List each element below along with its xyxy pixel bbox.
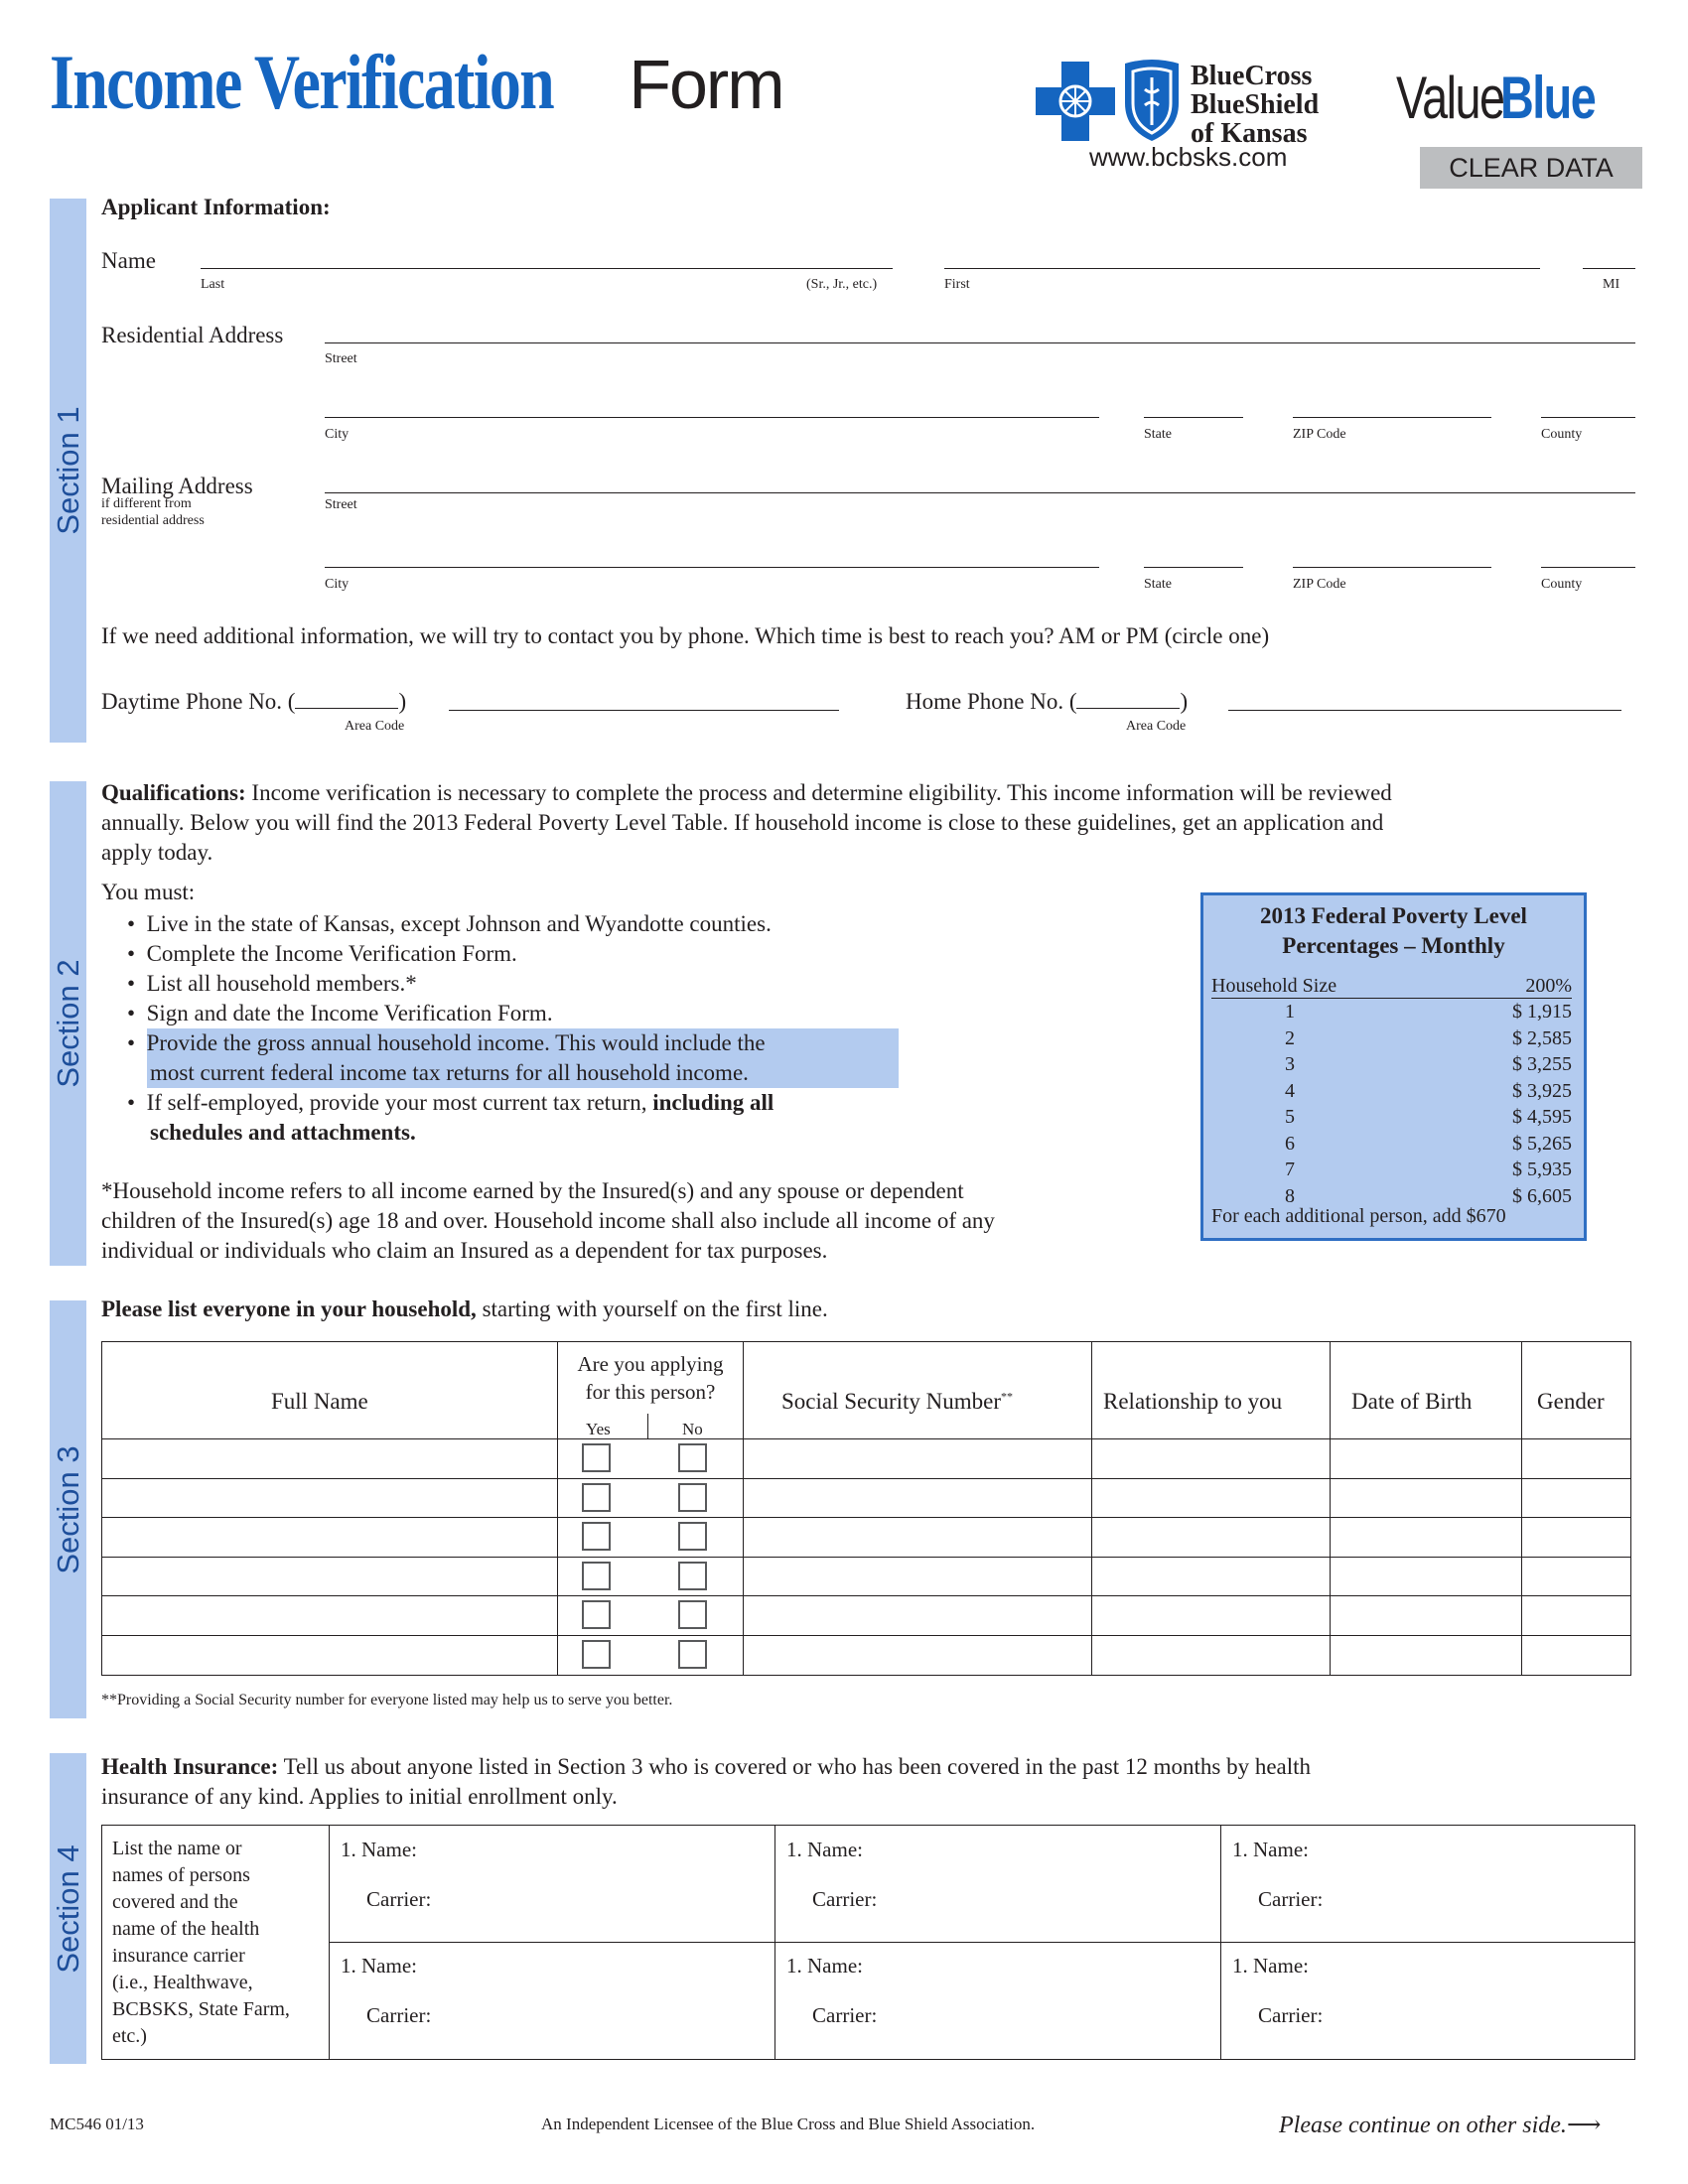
gender-cell[interactable]	[1521, 1595, 1630, 1634]
col-relationship: Relationship to you	[1103, 1389, 1283, 1414]
section-2-label: Section 2	[50, 959, 85, 1088]
insurance-instructions	[112, 1836, 290, 2050]
instr-line: covered and the	[112, 1891, 238, 1913]
fpl-amount: $ 2,585	[1512, 1026, 1572, 1049]
logo-line-kansas: of Kansas	[1191, 118, 1308, 149]
bullet-text-2: Complete the Income Verification Form.	[146, 941, 517, 966]
bullet-text-3: List all household members.*	[146, 971, 417, 996]
residential-city-field[interactable]	[325, 417, 1099, 418]
section-3-label: Section 3	[50, 1444, 85, 1574]
full-name-cell[interactable]	[102, 1635, 557, 1674]
instr-line: (i.e., Healthwave,	[112, 1972, 253, 1993]
applying-yes-checkbox[interactable]	[582, 1562, 611, 1590]
gender-cell[interactable]	[1521, 1635, 1630, 1674]
list-item: • If self-employed, provide your most current tax return, including all	[127, 1090, 774, 1115]
ssn-cell[interactable]	[743, 1557, 1091, 1595]
logo-line-blueshield: BlueShield	[1191, 89, 1320, 120]
mailing-zip-field[interactable]	[1293, 567, 1491, 568]
applying-yes-checkbox[interactable]	[582, 1522, 611, 1551]
list-item: • Sign and date the Income Verification Form.	[127, 1001, 553, 1025]
mailing-county-field[interactable]	[1541, 567, 1635, 568]
form-code: MC546 01/13	[50, 2115, 144, 2133]
gender-cell[interactable]	[1521, 1478, 1630, 1517]
relationship-cell[interactable]	[1091, 1635, 1330, 1674]
daytime-phone-label	[101, 689, 406, 715]
fpl-col-size: Household Size	[1211, 975, 1337, 997]
form-title	[50, 38, 783, 127]
full-name-cell[interactable]	[102, 1438, 557, 1477]
applying-yes-checkbox[interactable]	[582, 1443, 611, 1472]
residential-zip-field[interactable]	[1293, 417, 1491, 418]
full-name-cell[interactable]	[102, 1595, 557, 1634]
ssn-cell[interactable]	[743, 1438, 1091, 1477]
insurance-entry[interactable]	[1220, 1942, 1666, 2058]
bullet-text-4: Sign and date the Income Verification Form.	[146, 1001, 553, 1025]
home-area-code-field[interactable]	[1076, 695, 1180, 709]
fpl-size: 2	[1285, 1026, 1295, 1049]
mi-caption: MI	[1603, 277, 1620, 292]
full-name-cell[interactable]	[102, 1478, 557, 1517]
name-label: Name	[101, 248, 156, 273]
contact-time-text: If we need additional information, we will try to contact you by phone. Which time is best to reach you? AM or PM (circle one)	[101, 623, 1270, 648]
insured-name-label: 1. Name:	[1232, 1954, 1309, 1978]
last-name-field[interactable]	[201, 268, 893, 269]
fpl-row	[1211, 1133, 1572, 1159]
health-insurance-heading: Health Insurance:	[101, 1754, 279, 1779]
valueblue-blue: Blue	[1500, 65, 1596, 131]
col-dob: Date of Birth	[1351, 1389, 1473, 1414]
fpl-header-row	[1211, 975, 1572, 999]
col-no: No	[682, 1420, 703, 1438]
form-title-normal: Form	[629, 46, 783, 123]
bullet-text-6b: schedules and attachments.	[150, 1120, 416, 1145]
residential-city-caption: City	[325, 427, 350, 442]
fpl-size: 1	[1285, 1001, 1295, 1023]
gender-cell[interactable]	[1521, 1438, 1630, 1477]
fpl-size: 3	[1285, 1053, 1295, 1075]
mailing-address-label: Mailing Address	[101, 474, 253, 498]
first-caption: First	[944, 277, 970, 292]
fpl-row	[1211, 1159, 1572, 1184]
ssn-cell[interactable]	[743, 1517, 1091, 1556]
suffix-caption: (Sr., Jr., etc.)	[806, 277, 878, 292]
logo-line-bluecross: BlueCross	[1191, 61, 1313, 91]
mailing-state-caption: State	[1144, 577, 1172, 592]
valueblue-logo	[1396, 64, 1621, 133]
applying-no-checkbox[interactable]	[678, 1600, 707, 1629]
applicant-info-heading: Applicant Information:	[101, 195, 331, 219]
continue-text	[1279, 2111, 1601, 2139]
fpl-size: 8	[1285, 1184, 1295, 1207]
daytime-close-paren: )	[398, 689, 407, 714]
daytime-phone-field[interactable]	[449, 710, 839, 711]
daytime-area-code-field[interactable]	[295, 695, 398, 709]
insurance-entry[interactable]	[329, 1826, 774, 1942]
fpl-size: 4	[1285, 1079, 1295, 1102]
gender-cell[interactable]	[1521, 1517, 1630, 1556]
dob-cell[interactable]	[1330, 1635, 1521, 1674]
mailing-street-field[interactable]	[325, 492, 1635, 493]
mailing-city-field[interactable]	[325, 567, 1099, 568]
carrier-label: Carrier:	[812, 2003, 878, 2027]
carrier-label: Carrier:	[366, 1887, 432, 1911]
bullet-text-6a: If self-employed, provide your most current tax return,	[146, 1090, 653, 1115]
insurance-entry[interactable]	[329, 1942, 774, 2058]
fpl-amount: $ 4,595	[1512, 1106, 1572, 1128]
fpl-size: 7	[1285, 1159, 1295, 1180]
ssn-footnote: **Providing a Social Security number for everyone listed may help us to serve you better.	[101, 1692, 673, 1708]
col-ssn	[781, 1389, 1013, 1415]
fpl-row	[1211, 1027, 1572, 1053]
fpl-additional: For each additional person, add $670	[1211, 1205, 1506, 1227]
full-name-cell[interactable]	[102, 1517, 557, 1556]
mailing-county-caption: County	[1541, 577, 1583, 592]
section-1-tab	[50, 199, 86, 743]
insured-name-label: 1. Name:	[786, 1954, 863, 1978]
relationship-cell[interactable]	[1091, 1595, 1330, 1634]
dob-cell[interactable]	[1330, 1438, 1521, 1477]
instr-line: etc.)	[112, 2025, 147, 2047]
dob-cell[interactable]	[1330, 1478, 1521, 1517]
carrier-label: Carrier:	[1258, 1887, 1324, 1911]
residential-zip-caption: ZIP Code	[1293, 427, 1346, 442]
fpl-col-pct: 200%	[1525, 975, 1572, 997]
fpl-title-1: 2013 Federal Poverty Level	[1260, 903, 1527, 928]
ssn-cell[interactable]	[743, 1595, 1091, 1634]
instr-line: name of the health	[112, 1918, 260, 1940]
relationship-cell[interactable]	[1091, 1517, 1330, 1556]
dob-cell[interactable]	[1330, 1517, 1521, 1556]
instr-line: List the name or	[112, 1838, 242, 1859]
household-intro	[101, 1297, 828, 1322]
fpl-amount: $ 3,925	[1512, 1079, 1572, 1102]
list-item: • List all household members.*	[127, 971, 417, 996]
list-item: • Complete the Income Verification Form.	[127, 941, 517, 966]
section-4-tab	[50, 1753, 86, 2064]
insurance-entry[interactable]	[1220, 1826, 1666, 1942]
fpl-size: 6	[1285, 1132, 1295, 1155]
full-name-cell[interactable]	[102, 1557, 557, 1595]
gender-cell[interactable]	[1521, 1557, 1630, 1595]
mailing-city-caption: City	[325, 577, 350, 592]
insured-name-label: 1. Name:	[786, 1838, 863, 1861]
ssn-cell[interactable]	[743, 1635, 1091, 1674]
carrier-label: Carrier:	[812, 1887, 878, 1911]
licensee-text: An Independent Licensee of the Blue Cross and Blue Shield Association.	[541, 2115, 1036, 2133]
insurance-entry[interactable]	[774, 1826, 1220, 1942]
applying-no-checkbox[interactable]	[678, 1562, 707, 1590]
blue-cross-icon	[1036, 62, 1115, 141]
bullet-text-5a: Provide the gross annual household income. This would include the	[146, 1030, 766, 1055]
household-intro-bold: Please list everyone in your household,	[101, 1297, 477, 1321]
applying-yes-checkbox[interactable]	[582, 1640, 611, 1669]
footnote-line-2: children of the Insured(s) age 18 and over. Household income shall also include all income of any	[101, 1208, 995, 1233]
residential-county-field[interactable]	[1541, 417, 1635, 418]
col-applying-1: Are you applying	[577, 1352, 724, 1376]
daytime-phone-text: Daytime Phone No. (	[101, 689, 296, 714]
fpl-title-2: Percentages – Monthly	[1282, 933, 1505, 958]
mi-field[interactable]	[1583, 268, 1635, 269]
bullet-text-1: Live in the state of Kansas, except Johnson and Wyandotte counties.	[146, 911, 772, 936]
insurance-table	[101, 1825, 1635, 2060]
fpl-row	[1211, 1053, 1572, 1079]
col-ssn-text: Social Security Number	[781, 1389, 1002, 1414]
applying-no-checkbox[interactable]	[678, 1522, 707, 1551]
continue-label: Please continue on other side.	[1279, 2113, 1567, 2138]
mailing-zip-caption: ZIP Code	[1293, 577, 1346, 592]
bullet-text-5b: most current federal income tax returns for all household income.	[150, 1060, 749, 1085]
household-table	[101, 1341, 1631, 1676]
fpl-row	[1211, 1080, 1572, 1106]
home-phone-field[interactable]	[1228, 710, 1621, 711]
blue-shield-icon	[1121, 60, 1183, 143]
qual-line-1: Income verification is necessary to complete the process and determine eligibility. This income information will be reviewed	[251, 780, 1392, 805]
applying-no-checkbox[interactable]	[678, 1443, 707, 1472]
fpl-amount: $ 5,935	[1512, 1159, 1572, 1180]
household-income-footnote	[101, 1176, 995, 1266]
instr-line: BCBSKS, State Farm,	[112, 1998, 290, 2020]
last-caption: Last	[201, 277, 225, 292]
list-item-highlighted: • Provide the gross annual household income. This would include the most current federal income tax returns for all household income.	[127, 1028, 774, 1088]
fpl-amount: $ 5,265	[1512, 1132, 1572, 1155]
relationship-cell[interactable]	[1091, 1478, 1330, 1517]
carrier-label: Carrier:	[1258, 2003, 1324, 2027]
applying-yes-checkbox[interactable]	[582, 1483, 611, 1512]
applying-no-checkbox[interactable]	[678, 1640, 707, 1669]
household-intro-text: starting with yourself on the first line.	[476, 1297, 828, 1321]
form-title-bold: Income Verification	[50, 39, 554, 125]
home-area-code-caption: Area Code	[1126, 719, 1187, 734]
ssn-cell[interactable]	[743, 1478, 1091, 1517]
instr-line: names of persons	[112, 1864, 250, 1886]
requirements-list	[127, 909, 774, 1148]
section-4-label: Section 4	[50, 1843, 85, 1974]
qual-line-3: apply today.	[101, 840, 213, 865]
list-item: • Live in the state of Kansas, except Johnson and Wyandotte counties.	[127, 911, 772, 936]
section-1-label: Section 1	[50, 406, 85, 535]
mailing-state-field[interactable]	[1144, 567, 1243, 568]
valueblue-value: Value	[1396, 65, 1504, 131]
website[interactable]: www.bcbsks.com	[1089, 142, 1288, 172]
residential-state-field[interactable]	[1144, 417, 1243, 418]
fpl-row	[1211, 1001, 1572, 1026]
daytime-area-code-caption: Area Code	[345, 719, 405, 734]
bullet-text-6-bold: including all	[652, 1090, 774, 1115]
mailing-note-2: residential address	[101, 513, 205, 528]
health-insurance-text-1: Tell us about anyone listed in Section 3 who is covered or who has been covered in the past 12 months by health	[278, 1754, 1312, 1779]
dob-cell[interactable]	[1330, 1557, 1521, 1595]
you-must-label: You must:	[101, 880, 196, 904]
home-phone-text: Home Phone No. (	[906, 689, 1077, 714]
residential-street-caption: Street	[325, 351, 357, 366]
home-phone-label	[906, 689, 1188, 715]
home-close-paren: )	[1180, 689, 1189, 714]
footnote-line-1: *Household income refers to all income earned by the Insured(s) and any spouse or dependent	[101, 1178, 964, 1203]
qual-line-2: annually. Below you will find the 2013 Federal Poverty Level Table. If household income is close to these guidelines, get an application and	[101, 810, 1384, 835]
fpl-row	[1211, 1106, 1572, 1132]
health-insurance-paragraph	[101, 1752, 1311, 1812]
insured-name-label: 1. Name:	[1232, 1838, 1309, 1861]
insured-name-label: 1. Name:	[341, 1838, 417, 1861]
applying-yes-checkbox[interactable]	[582, 1600, 611, 1629]
applying-no-checkbox[interactable]	[678, 1483, 707, 1512]
relationship-cell[interactable]	[1091, 1557, 1330, 1595]
residential-state-caption: State	[1144, 427, 1172, 442]
col-yes: Yes	[586, 1420, 611, 1438]
carrier-label: Carrier:	[366, 2003, 432, 2027]
relationship-cell[interactable]	[1091, 1438, 1330, 1477]
arrow-right-icon: ⟶	[1566, 2113, 1602, 2138]
insured-name-label: 1. Name:	[341, 1954, 417, 1978]
qualifications-paragraph	[101, 778, 1640, 868]
clear-data-button[interactable]: CLEAR DATA	[1420, 147, 1642, 189]
section-3-tab	[50, 1300, 86, 1718]
instr-line: insurance carrier	[112, 1945, 245, 1967]
fpl-amount: $ 3,255	[1512, 1053, 1572, 1075]
bcbs-logo	[1036, 62, 1363, 147]
footnote-line-3: individual or individuals who claim an Insured as a dependent for tax purposes.	[101, 1238, 828, 1263]
mailing-street-caption: Street	[325, 497, 357, 512]
col-gender: Gender	[1537, 1389, 1605, 1414]
poverty-level-table	[1200, 892, 1587, 1241]
col-ssn-mark: **	[1001, 1389, 1014, 1404]
col-applying-2: for this person?	[585, 1380, 716, 1404]
qualifications-heading: Qualifications:	[101, 780, 246, 805]
dob-cell[interactable]	[1330, 1595, 1521, 1634]
fpl-size: 5	[1285, 1106, 1295, 1128]
col-full-name: Full Name	[271, 1389, 368, 1414]
section-2-tab	[50, 781, 86, 1266]
fpl-amount: $ 1,915	[1512, 1001, 1572, 1023]
first-name-field[interactable]	[944, 268, 1540, 269]
residential-county-caption: County	[1541, 427, 1583, 442]
residential-street-field[interactable]	[325, 342, 1635, 343]
insurance-entry[interactable]	[774, 1942, 1220, 2058]
residential-address-label: Residential Address	[101, 323, 284, 347]
health-insurance-text-2: insurance of any kind. Applies to initial enrollment only.	[101, 1784, 618, 1809]
fpl-amount: $ 6,605	[1512, 1184, 1572, 1207]
mailing-note-1: if different from	[101, 496, 192, 511]
